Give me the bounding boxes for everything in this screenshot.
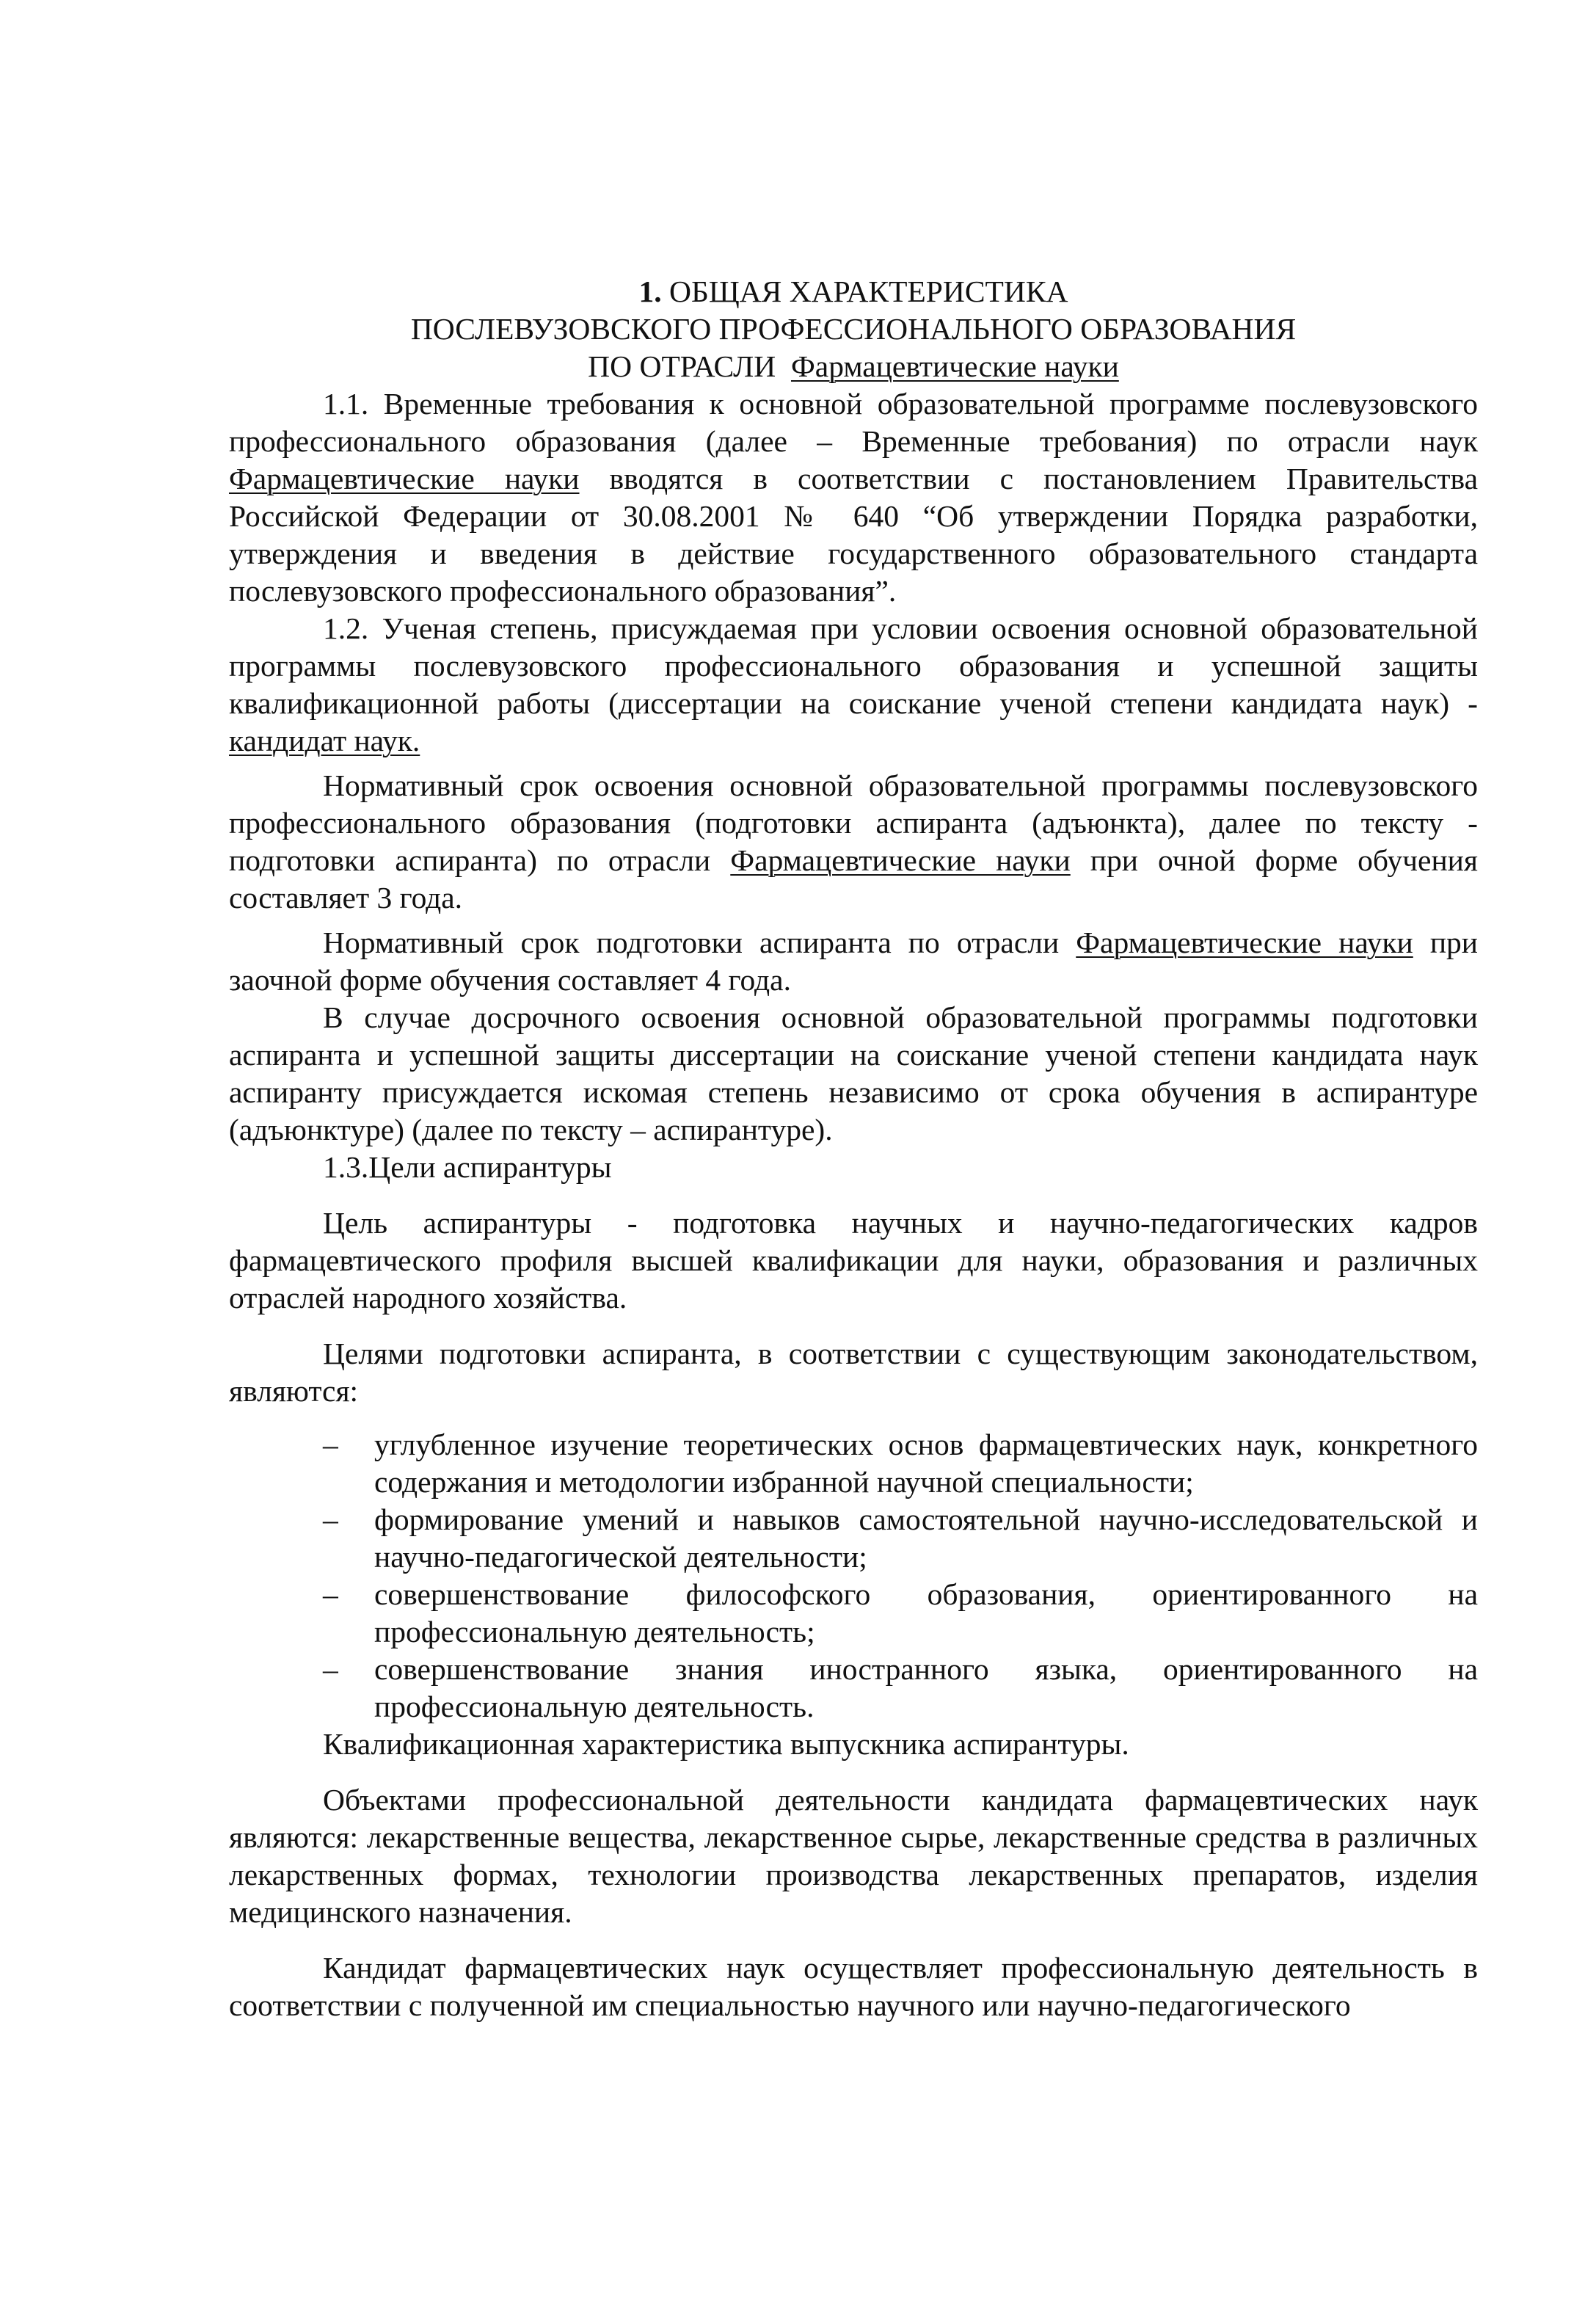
qualification-title: Квалификационная характеристика выпускника аспирантуры. [323,1727,1129,1761]
degree-underlined: кандидат наук. [229,724,420,757]
paragraph-part-time-term: Нормативный срок подготовки аспиранта по отрасли Фармацевтические науки при заочной форме обучения составляет 4 года. [229,926,1478,997]
list-item: – совершенствование философского образования, ориентированного на профессиональную деятельность; [323,1577,1478,1648]
paragraph-1-2: 1.2. Ученая степень, присуждаемая при условии освоения основной образовательной программы послевузовского профессионального образования и успешной защиты квалификационной работы (диссертации на соискание ученой степени кандидата наук) - кандидат наук. [229,611,1478,757]
paragraph-early-completion: В случае досрочного освоения основной образовательной программы подготовки аспиранта и успешной защиты диссертации на соискание ученой степени кандидата наук аспиранту присуждается искомая степень независимо от срока обучения в аспирантуре (адъюнктуре) (далее по тексту – аспирантуре). [229,1000,1478,1146]
document-body [229,273,1478,2024]
paragraph-aim: Цель аспирантуры - подготовка научных и научно-педагогических кадров фармацевтического профиля высшей квалификации для науки, образования и различных отраслей народного хозяйства. [229,1206,1478,1315]
list-item: – совершенствование знания иностранного языка, ориентированного на профессиональную деятельность. [323,1652,1478,1723]
field-name-underlined: Фармацевтические науки [229,462,580,495]
section-1-3-title: 1.3.Цели аспирантуры [323,1150,612,1184]
heading-line-2: ПОСЛЕВУЗОВСКОГО ПРОФЕССИОНАЛЬНОГО ОБРАЗОВАНИЯ [410,312,1297,346]
heading-number: 1. [638,275,662,308]
paragraph-full-time-term: Нормативный срок освоения основной образовательной программы послевузовского профессионального образования (подготовки аспиранта (адъюнкта), далее по тексту - подготовки аспиранта) по отрасли Фармацевтические науки при очной форме обучения составляет 3 года. [229,768,1478,915]
paragraph-1-1: 1.1. Временные требования к основной образовательной программе послевузовского профессионального образования (далее – Временные требования) по отрасли наук Фармацевтические науки вводятся в соответствии с постановлением Правительства Российской Федерации от 30.08.2001 № 640 “Об утверждении Порядка разработки, утверждения и введения в действие государственного образовательного стандарта послевузовского профессионального образования”. [229,387,1478,608]
paragraph-goals-intro: Целями подготовки аспиранта, в соответствии с существующим законодательством, являются: [229,1337,1478,1408]
paragraph-objects: Объектами профессиональной деятельности кандидата фармацевтических наук являются: лекарственные вещества, лекарственное сырье, лекарственные средства в различных лекарственных формах, технологии производства лекарственных препаратов, изделия медицинского назначения. [229,1783,1478,1929]
section-heading [229,273,1478,385]
paragraph-activity: Кандидат фармацевтических наук осуществляет профессиональную деятельность в соответствии с полученной им специальностью научного или научно-педагогического [229,1951,1478,2022]
heading-line-1: 1. ОБЩАЯ ХАРАКТЕРИСТИКА [638,275,1068,308]
field-name-underlined: Фармацевтические науки [730,843,1071,877]
list-item: – формирование умений и навыков самостоятельной научно-исследовательской и научно-педагогической деятельности; [323,1502,1478,1574]
goals-list [229,1426,1478,1726]
field-name-underlined: Фармацевтические науки [791,349,1119,383]
list-item: – углубленное изучение теоретических основ фармацевтических наук, конкретного содержания и методологии избранной научной специальности; [323,1428,1478,1499]
field-name-underlined: Фармацевтические науки [1076,926,1413,959]
heading-line-3: ПО ОТРАСЛИ Фармацевтические науки [588,349,1119,383]
